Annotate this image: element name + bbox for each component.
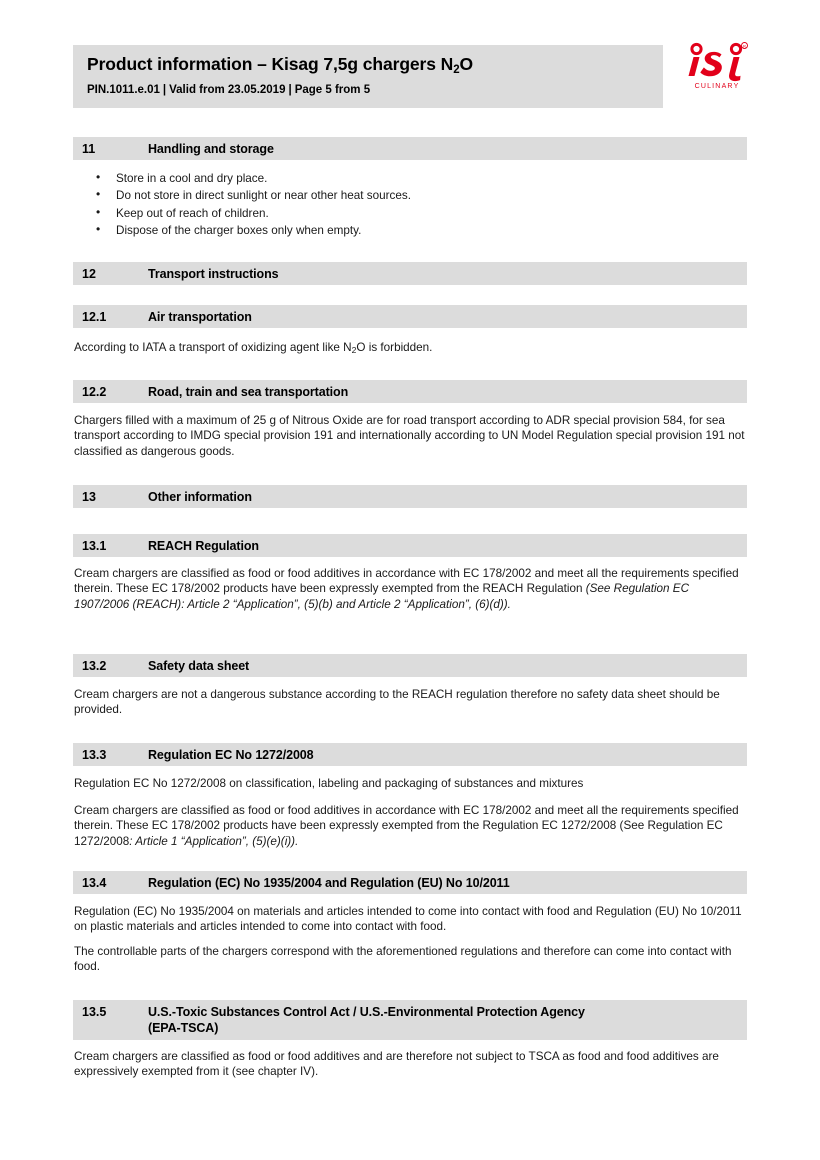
section-heading-13-2 (73, 654, 747, 677)
section-title-13-2: Safety data sheet (148, 659, 250, 673)
section-title-13-3: Regulation EC No 1272/2008 (148, 748, 314, 762)
paragraph-13-3-roman: Cream chargers are classified as food or food additives in accordance with EC 178/2002 and meet all the requirements specified therein. These EC 178/2002 products have been expressly exempted from the Regulation EC 1272/2008 (See Regulation EC 1272/2008 (74, 804, 739, 848)
section-title-13-4: Regulation (EC) No 1935/2004 and Regulation (EU) No 10/2011 (148, 876, 510, 890)
section-title-13-1: REACH Regulation (148, 539, 259, 553)
section-title-12: Transport instructions (148, 267, 279, 281)
isi-logo (685, 40, 749, 90)
isi-logo-subtitle: CULINARY (694, 83, 740, 90)
section-heading-12-1 (73, 305, 747, 328)
section-title-13-5-line2: (EPA-TSCA) (148, 1021, 219, 1035)
section-title-13: Other information (148, 490, 252, 504)
paragraph-12-1 (74, 340, 746, 356)
page-title-text: Product information – Kisag 7,5g chargers N (87, 54, 454, 74)
paragraph-12-2: Chargers filled with a maximum of 25 g of Nitrous Oxide are for road transport according to ADR special provision 584, for sea transport according to IMDG special provision 191 and internationally according to UN Model Regulation special provision 191 not classified as dangerous goods. (74, 414, 745, 458)
document-header (73, 45, 748, 108)
section-number-13-4: 13.4 (82, 876, 107, 890)
document-pin: PIN.1011.e.01 (87, 84, 160, 96)
paragraph-13-3-italic: : Article 1 “Application”, (5)(e)(i)). (129, 834, 299, 848)
section-number-13-1: 13.1 (82, 539, 107, 553)
header-title-bar (73, 45, 663, 108)
section-number-12-1: 12.1 (82, 310, 107, 324)
page-title (87, 54, 663, 77)
paragraph-12-1-subscript: 2 (351, 345, 357, 355)
section-heading-12 (73, 262, 747, 285)
meta-separator-2: | (288, 84, 292, 96)
section-title-12-1: Air transportation (148, 310, 252, 324)
section-number-12: 12 (82, 267, 96, 281)
section-heading-13-4 (73, 871, 747, 894)
section-title-13-5 (148, 1004, 585, 1036)
section-number-13-2: 13.2 (82, 659, 107, 673)
header-metadata (87, 83, 663, 97)
meta-separator-1: | (162, 84, 167, 96)
paragraph-13-1-italic: (See Regulation EC 1907/2006 (REACH): Article 2 “Application”, (5)(b) and Article 2 “Application”, (6)(d)). (74, 582, 690, 611)
section-title-12-2: Road, train and sea transportation (148, 385, 349, 399)
section-heading-13-1 (73, 534, 747, 557)
paragraph-13-1-roman: Cream chargers are classified as food or food additives in accordance with EC 178/2002 and meet all the requirements specified therein. These EC 178/2002 products have been expressly exempted from the REACH Regulation (74, 567, 739, 596)
paragraph-13-1 (74, 566, 746, 612)
paragraph-13-2: Cream chargers are not a dangerous substance according to the REACH regulation therefore no safety data sheet should be provided. (74, 688, 720, 717)
valid-from: Valid from 23.05.2019 (169, 84, 286, 96)
section-number-13-3: 13.3 (82, 748, 107, 762)
paragraph-13-3-first: Regulation EC No 1272/2008 on classification, labeling and packaging of substances and mixtures (74, 777, 584, 790)
list-item: • Store in a cool and dry place. (74, 170, 746, 187)
handling-storage-list (74, 170, 746, 240)
section-heading-11 (73, 137, 747, 160)
section-heading-13 (73, 485, 747, 508)
paragraph-12-1-suffix: O is forbidden. (356, 341, 433, 354)
section-number-11: 11 (82, 142, 96, 156)
page-title-suffix: O (459, 54, 474, 74)
paragraph-13-5: Cream chargers are classified as food or food additives and are therefore not subject to TSCA as food and food additives are expressively exempted from it (see chapter IV). (74, 1050, 719, 1079)
paragraph-13-4-second: The controllable parts of the chargers correspond with the aforementioned regulations and therefore can come into contact with food. (74, 945, 732, 974)
page-number: Page 5 from 5 (294, 84, 371, 96)
svg-text:R: R (743, 43, 746, 49)
section-number-12-2: 12.2 (82, 385, 107, 399)
section-heading-12-2 (73, 380, 747, 403)
list-item: • Keep out of reach of children. (74, 205, 746, 222)
section-title-11: Handling and storage (148, 142, 274, 156)
section-heading-13-3 (73, 743, 747, 766)
page-title-subscript: 2 (453, 63, 460, 76)
section-title-13-5-line1: U.S.-Toxic Substances Control Act / U.S.-Environmental Protection Agency (148, 1005, 585, 1019)
section-heading-13-5 (73, 1000, 747, 1040)
paragraph-13-3-second (74, 803, 746, 849)
list-item: • Do not store in direct sunlight or near other heat sources. (74, 187, 746, 204)
paragraph-13-4-first: Regulation (EC) No 1935/2004 on materials and articles intended to come into contact with food and Regulation (EU) No 10/2011 on plastic materials and articles intended to come into contact with food. (74, 905, 742, 934)
paragraph-12-1-text: According to IATA a transport of oxidizing agent like N (74, 341, 352, 354)
list-item: • Dispose of the charger boxes only when empty. (74, 222, 746, 239)
isi-logo-icon (685, 40, 749, 82)
section-number-13: 13 (82, 490, 96, 504)
section-number-13-5: 13.5 (82, 1005, 107, 1019)
